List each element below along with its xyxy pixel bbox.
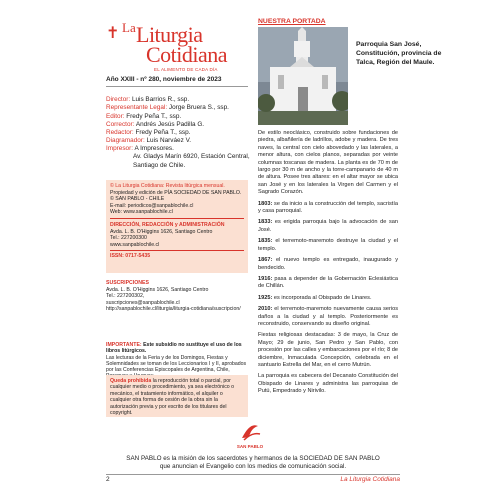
publisher-email[interactable]: E-mail: periodicos@sanpablochile.cl: [110, 202, 194, 209]
subscriptions-email[interactable]: suscripciones@sanpablochile.cl: [106, 299, 180, 306]
divider: [110, 250, 244, 251]
divider: [106, 86, 248, 87]
church-photo: [258, 27, 348, 125]
history-item: 1833: es erigida parroquia bajo la advocación de san José.: [258, 219, 398, 233]
history-item: 1867: el nuevo templo es entregado, inaugurado y bendecido.: [258, 257, 399, 271]
article-closing: La parroquia es cabecera del Decanato Constitución del Obispado de Linares y administra las parroquias de Putú, Empedrado y Nirivilo.: [258, 373, 398, 395]
impresor: Impresor: A Impresores. Av. Gladys Marín 6920, Estación Central, Santiago de Chile.: [106, 145, 250, 169]
logo-cotidiana: Cotidiana: [146, 42, 228, 67]
credits: [106, 96, 229, 146]
issue-line: Año XXIII - nº 280, noviembre de 2023: [106, 76, 222, 83]
credit-legal: Representante Legal: Jorge Bruera S., ssp.: [106, 104, 229, 112]
article-intro: De estilo neoclásico, construido sobre fundaciones de piedra, albañilería de ladrillos, adobe y madera. De tres naves, la central con cielo abovedado y las laterales, a menor altura, con cielos planos, separadas por veinte columnas toscanas de madera. La planta es de 70 m de largo por 30 m de ancho y la torre-campanario de 40 m de altura. Posee tres altares: en el altar mayor se ubica san José y en los laterales la Virgen del Carmen y el Sagrado Corazón.: [258, 130, 398, 196]
photo-caption: Parroquia San José, Constitución, provincia de Talca, Región del Maule.: [356, 41, 442, 66]
logo-la: La: [122, 20, 136, 35]
credit-editor: Editor: Fredy Peña T., ssp.: [106, 112, 182, 120]
footer-title: La Liturgia Cotidiana: [340, 476, 400, 483]
credit-diagramador: Diagramador: Luis Narváez V.: [106, 137, 192, 145]
subscriptions-url[interactable]: http://sanpablochile.cl/liturgia/liturgia-cotidiana/suscripcion/: [106, 306, 241, 313]
copyright-box: Queda prohibida la reproducción total o parcial, por cualquier medio o procedimiento, ya sea electrónico o mecánico, el tratamiento informático, el alquiler o cualquier otra forma de cesión de la obra sin la autorización previa y por escrito de los titulares del copyright.: [106, 375, 248, 417]
logo-tagline: EL ALIMENTO DE CADA DÍA: [154, 67, 218, 72]
page-number: 2: [106, 476, 110, 483]
divider: [110, 218, 244, 219]
history-item: 1835: el terremoto-maremoto destruye la ciudad y el templo.: [258, 238, 398, 252]
history-item: 1803: se da inicio a la construcción del templo, sacristía y casa parroquial.: [258, 200, 398, 215]
divider: [106, 474, 400, 475]
history-item: 2010: el terremoto-maremoto nuevamente causa serios daños a la ciudad y al templo. Posteriormente es reconstruido, conservando su diseño original.: [258, 306, 399, 327]
credit-redactor: Redactor: Fredy Peña T., ssp.: [106, 129, 191, 137]
subscriptions: SUSCRIPCIONES Avda. L. B. O'Higgins 1626, Santiago Centro Tel.: 227200302, suscripciones@sanpablochile.cl http://sanpablochile.cl/liturgia/liturgia-cotidiana/suscripcion/: [106, 280, 248, 313]
publisher-web[interactable]: Web: www.sanpablochile.cl: [110, 209, 173, 216]
publisher-box: © La Liturgia Cotidiana: Revista litúrgica mensual. Propiedad y edición de PÍA SOCIEDAD DE SAN PABLO. © SAN PABLO - CHILE E-mail: periodicos@sanpablochile.cl Web: www.sanpablochile.cl DIRECCIÓN, REDACCIÓN y ADMINISTRACIÓN Avda. L. B. O'Higgins 1626, Santiago Centro Tel.: 227200300 www.sanpablochile.cl ISSN: 0717-5435: [106, 180, 248, 273]
section-title: NUESTRA PORTADA: [258, 18, 326, 25]
san-pablo-logo-text: SAN PABLO: [236, 444, 264, 449]
cross-icon: ✝: [106, 25, 120, 42]
article-body: [258, 130, 398, 400]
issn: ISSN: 0717-5435: [110, 253, 151, 260]
history-item: 1925: es incorporada al Obispado de Linares.: [258, 294, 372, 301]
mission-banner: SAN PABLO es la misión de los sacerdotes y hermanos de la SOCIEDAD DE SAN PABLO que anuncian el Evangelio con los medios de comunicación social.: [126, 455, 380, 470]
publisher-web-2[interactable]: www.sanpablochile.cl: [110, 241, 160, 248]
important-note: IMPORTANTE: Este subsidio no sustituye el uso de los libros litúrgicos. Las lecturas de la Feria y de los Domingos, Fiestas y Solemnidades se toman de los Leccionarios I y II, aprobados por las Conferencias Episcopales de Argentina, Chile,: [106, 342, 247, 374]
credit-corrector: Corrector: Andrés Jesús Padilla G.: [106, 120, 205, 128]
credit-director: Director: Luis Barrios R., ssp.: [106, 96, 190, 103]
history-item: 1916: pasa a depender de la Gobernación Eclesiástica de Chillán.: [258, 275, 398, 290]
logo-liturgia: Liturgia: [136, 22, 203, 47]
masthead-logo: [106, 20, 236, 75]
san-pablo-logo-icon: [238, 420, 262, 442]
article-fiestas: Fiestas religiosas destacadas: 3 de mayo, la Cruz de Mayo; 29 de junio, San Pedro y San Pablo, con procesión por las calles y embarcaciones por el río; 8 de diciembre, Inmaculada Concepción, celebrada en el santuario Estrella del Mar, en el cerro Mutrún.: [258, 332, 398, 368]
